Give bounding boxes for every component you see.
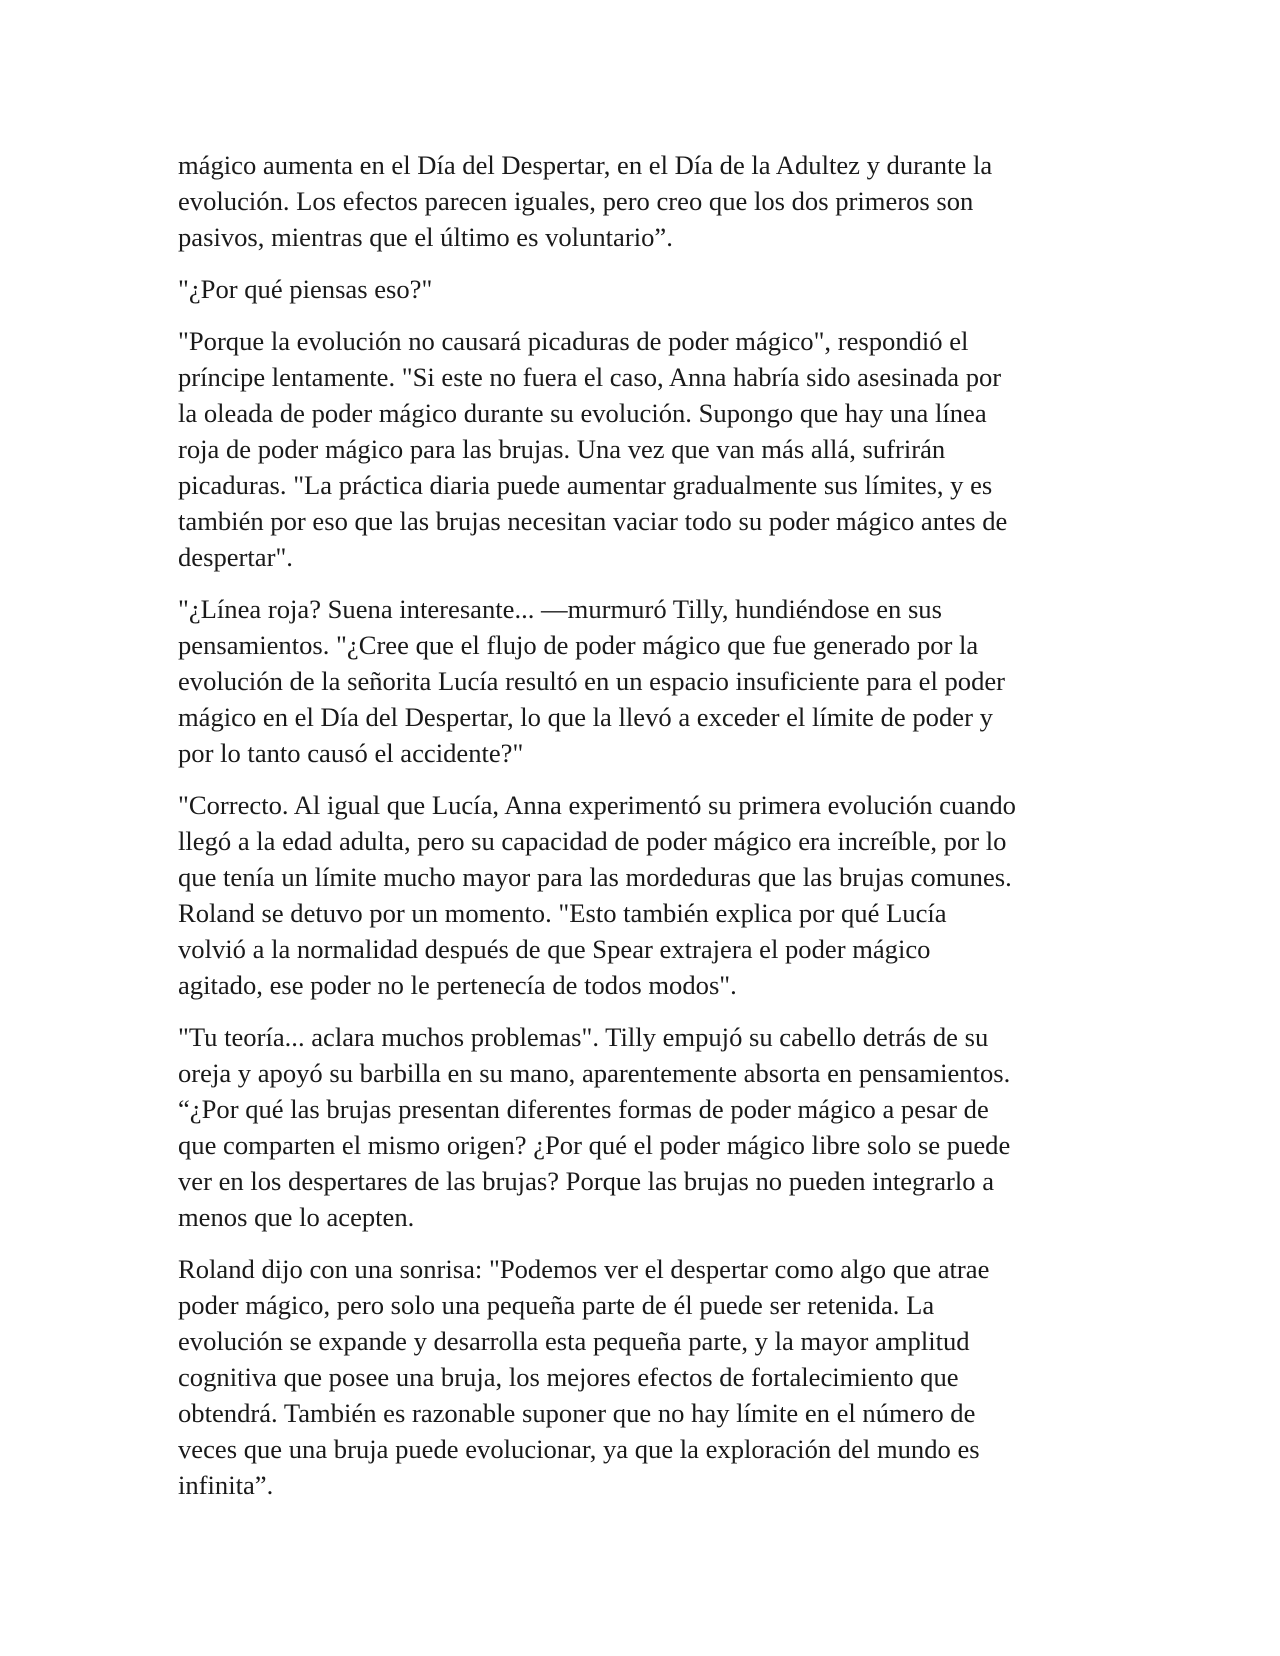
text-line: pasivos, mientras que el último es voluntario”.	[178, 222, 673, 252]
text-line: la oleada de poder mágico durante su evolución. Supongo que hay una línea	[178, 398, 987, 428]
text-line: poder mágico, pero solo una pequeña parte de él puede ser retenida. La	[178, 1290, 935, 1320]
text-line: "Correcto. Al igual que Lucía, Anna experimentó su primera evolución cuando	[178, 790, 1016, 820]
text-line: también por eso que las brujas necesitan vaciar todo su poder mágico antes de	[178, 506, 1008, 536]
text-line: “¿Por qué las brujas presentan diferentes formas de poder mágico a pesar de	[178, 1094, 989, 1124]
text-line: menos que lo acepten.	[178, 1202, 415, 1232]
text-line: pensamientos. "¿Cree que el flujo de poder mágico que fue generado por la	[178, 630, 979, 660]
text-line: evolución. Los efectos parecen iguales, pero creo que los dos primeros son	[178, 186, 974, 216]
text-line: roja de poder mágico para las brujas. Una vez que van más allá, sufrirán	[178, 434, 946, 464]
text-line: oreja y apoyó su barbilla en su mano, aparentemente absorta en pensamientos.	[178, 1058, 1011, 1088]
paragraph-5	[178, 787, 1118, 1003]
text-line: agitado, ese poder no le pertenecía de todos modos".	[178, 970, 737, 1000]
text-line: "¿Línea roja? Suena interesante... —murmuró Tilly, hundiéndose en sus	[178, 594, 942, 624]
text-line: Roland dijo con una sonrisa: "Podemos ver el despertar como algo que atrae	[178, 1254, 990, 1284]
text-line: ver en los despertares de las brujas? Porque las brujas no pueden integrarlo a	[178, 1166, 995, 1196]
text-line: por lo tanto causó el accidente?"	[178, 738, 524, 768]
paragraph-4	[178, 591, 1118, 771]
text-line: Roland se detuvo por un momento. "Esto también explica por qué Lucía	[178, 898, 947, 928]
text-line: evolución de la señorita Lucía resultó en un espacio insuficiente para el poder	[178, 666, 1006, 696]
text-line: "Tu teoría... aclara muchos problemas". Tilly empujó su cabello detrás de su	[178, 1022, 989, 1052]
text-line: "¿Por qué piensas eso?"	[178, 274, 433, 304]
text-line: llegó a la edad adulta, pero su capacidad de poder mágico era increíble, por lo	[178, 826, 1007, 856]
text-line: que comparten el mismo origen? ¿Por qué el poder mágico libre solo se puede	[178, 1130, 1011, 1160]
text-line: mágico aumenta en el Día del Despertar, en el Día de la Adultez y durante la	[178, 150, 993, 180]
paragraph-3	[178, 323, 1118, 575]
text-line: "Porque la evolución no causará picaduras de poder mágico", respondió el	[178, 326, 969, 356]
text-line: infinita”.	[178, 1470, 274, 1500]
text-line: mágico en el Día del Despertar, lo que la llevó a exceder el límite de poder y	[178, 702, 993, 732]
text-line: volvió a la normalidad después de que Spear extrajera el poder mágico	[178, 934, 931, 964]
paragraph-1	[178, 147, 1118, 255]
document-page	[178, 147, 1118, 1519]
text-line: picaduras. "La práctica diaria puede aumentar gradualmente sus límites, y es	[178, 470, 993, 500]
paragraph-2	[178, 271, 1118, 307]
text-line: obtendrá. También es razonable suponer que no hay límite en el número de	[178, 1398, 976, 1428]
paragraph-7	[178, 1251, 1118, 1503]
text-line: cognitiva que posee una bruja, los mejores efectos de fortalecimiento que	[178, 1362, 959, 1392]
text-line: que tenía un límite mucho mayor para las mordeduras que las brujas comunes.	[178, 862, 1012, 892]
text-line: príncipe lentamente. "Si este no fuera el caso, Anna habría sido asesinada por	[178, 362, 1002, 392]
text-line: veces que una bruja puede evolucionar, ya que la exploración del mundo es	[178, 1434, 980, 1464]
text-line: evolución se expande y desarrolla esta pequeña parte, y la mayor amplitud	[178, 1326, 970, 1356]
paragraph-6	[178, 1019, 1118, 1235]
text-line: despertar".	[178, 542, 293, 572]
